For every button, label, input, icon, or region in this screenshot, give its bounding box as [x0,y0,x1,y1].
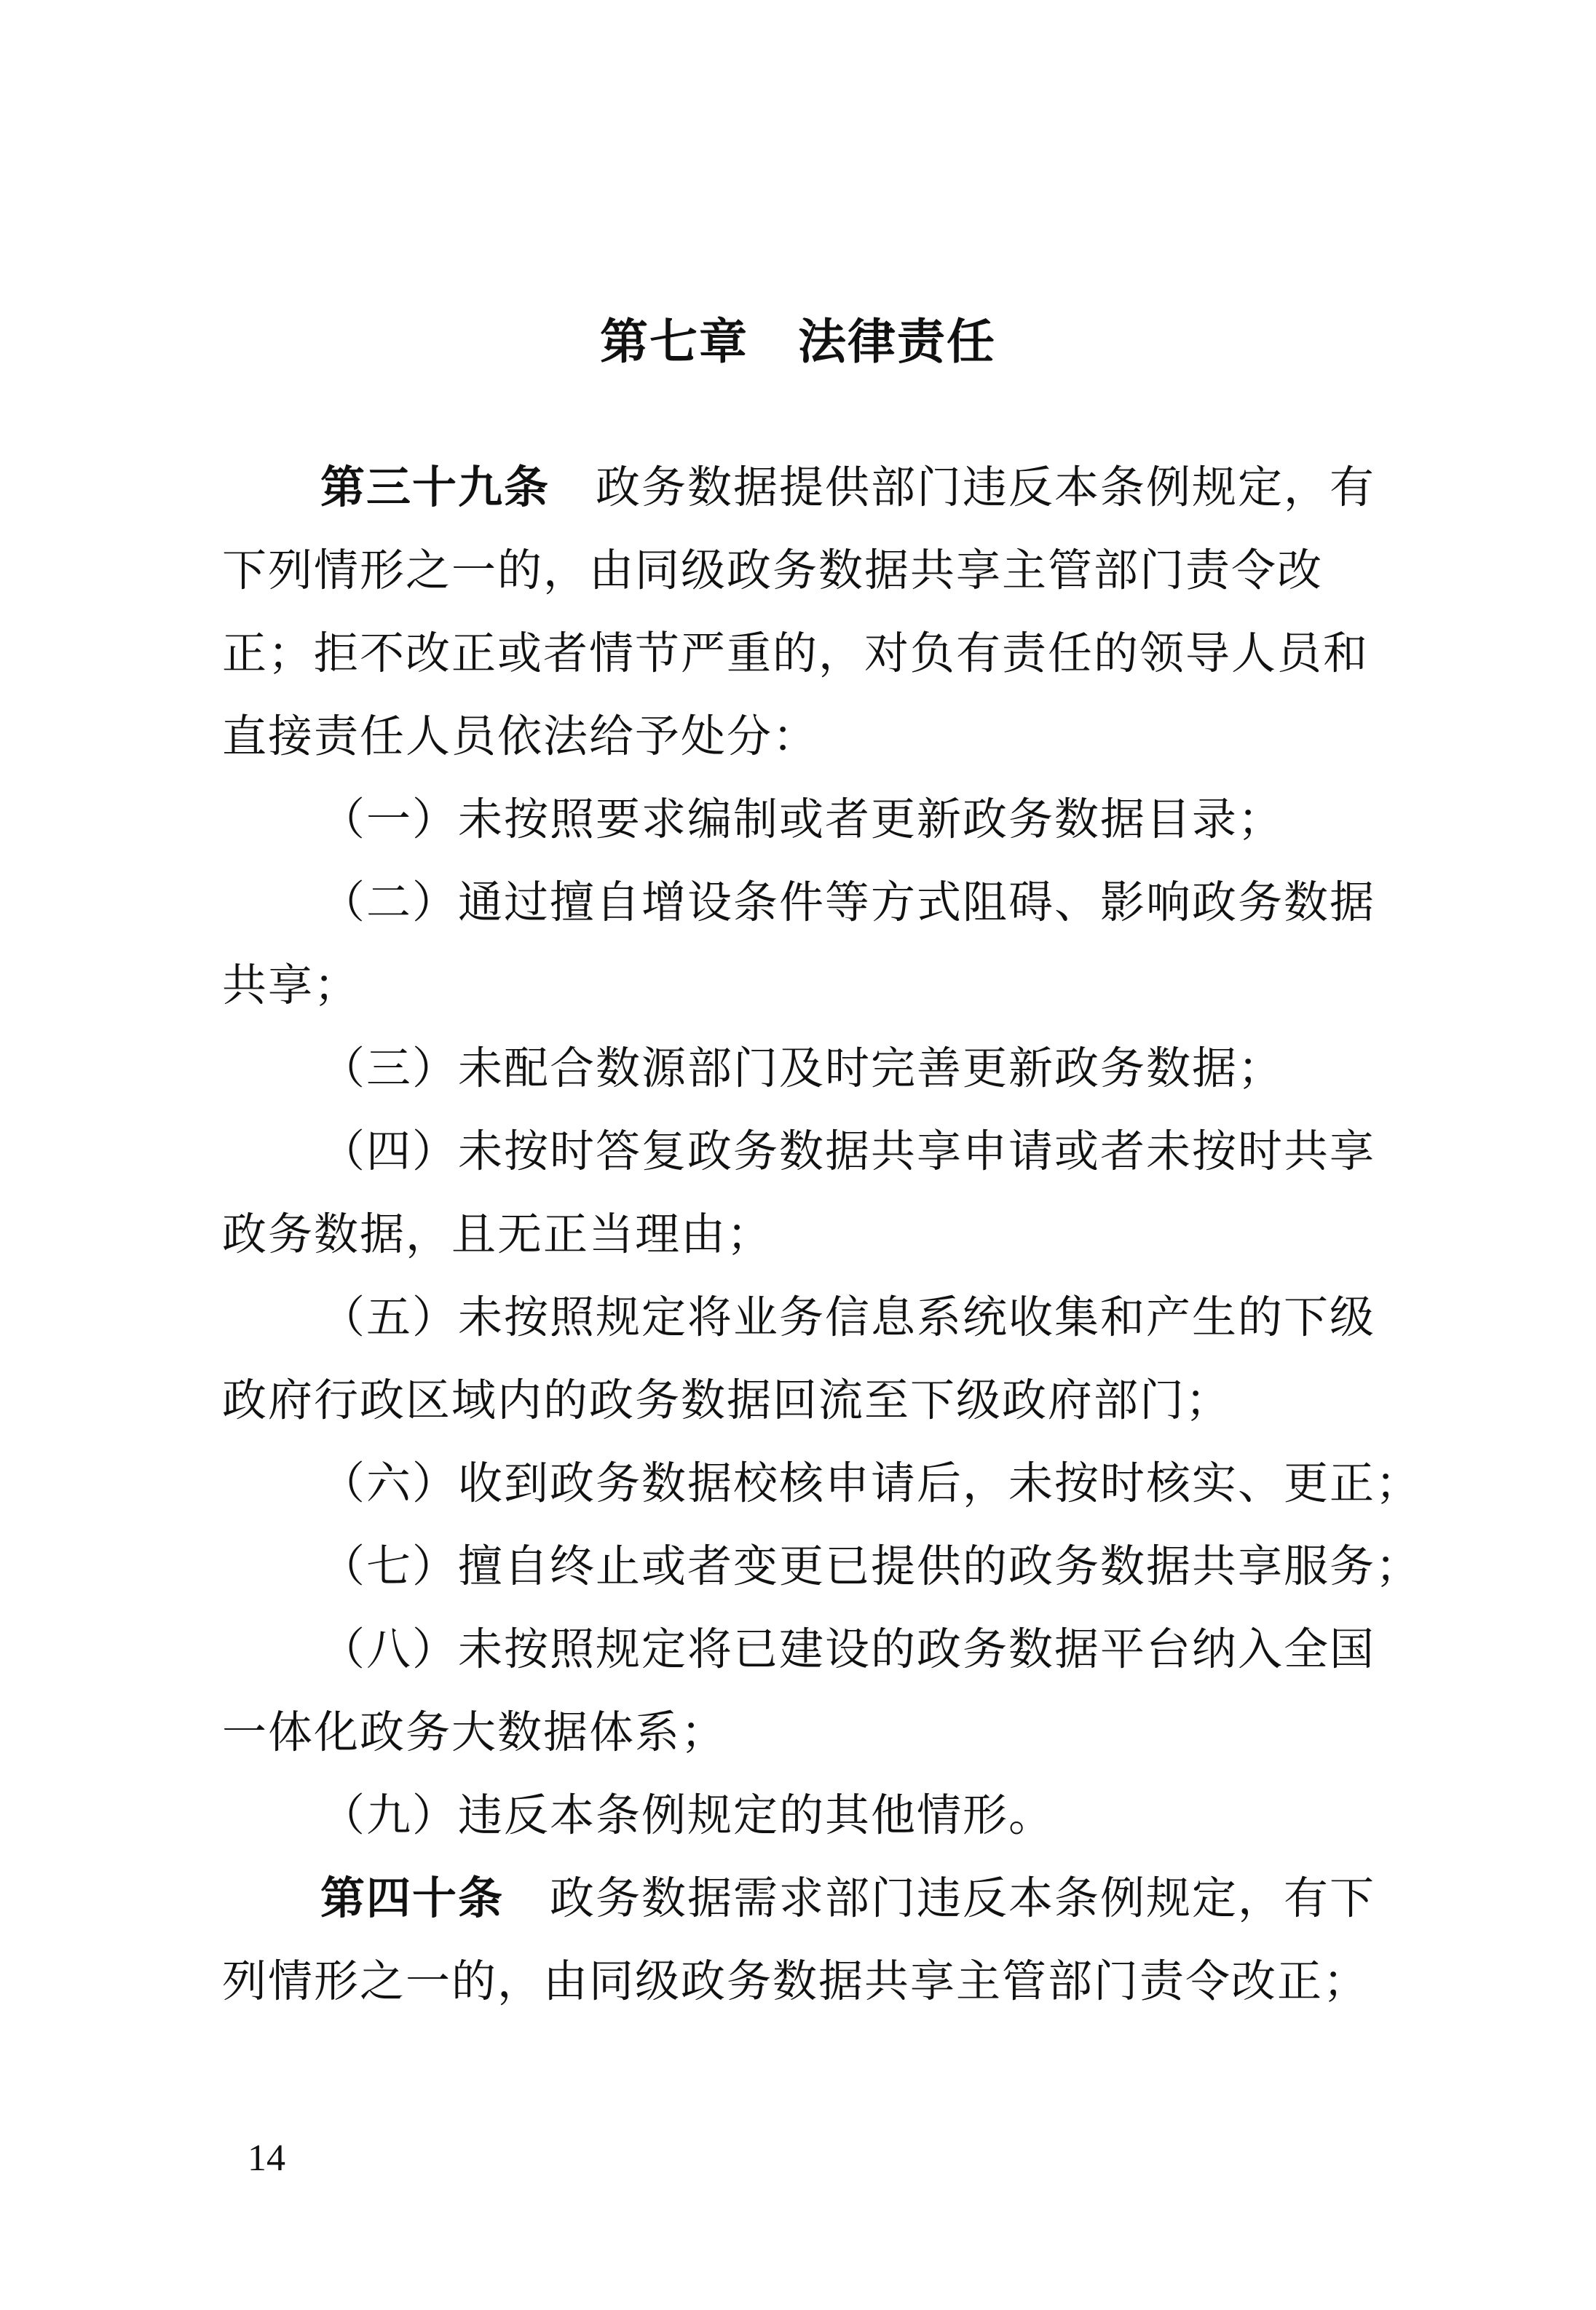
article-40-line-2: 列情形之一的，由同级政务数据共享主管部门责令改正； [222,1955,1370,2007]
article-39-line-4: 直接责任人员依法给予处分： [222,711,819,762]
article-40-line-1 [320,1870,1391,1928]
item-9-line-1: （九）违反本条例规定的其他情形。 [320,1789,1055,1841]
item-8-line-2: 一体化政务大数据体系； [222,1706,727,1758]
chapter-title: 第七章 法律责任 [600,314,996,370]
item-5-line-1: （五）未按照规定将业务信息系统收集和产生的下级 [320,1292,1376,1343]
page-number: 14 [248,2137,285,2179]
item-4-line-2: 政务数据，且无正当理由； [222,1209,773,1260]
item-2-line-2: 共享； [222,960,360,1011]
article-39-text-1: 政务数据提供部门违反本条例规定，有 [596,462,1376,513]
item-6-line-1: （六）收到政务数据校核申请后，未按时核实、更正； [320,1457,1422,1509]
article-39-line-1 [320,459,1391,517]
item-7-line-1: （七）擅自终止或者变更已提供的政务数据共享服务； [320,1540,1422,1592]
item-1-line-1: （一）未按照要求编制或者更新政务数据目录； [320,794,1284,845]
item-8-line-1: （八）未按照规定将已建设的政务数据平台纳入全国 [320,1623,1376,1675]
item-4-line-1: （四）未按时答复政务数据共享申请或者未按时共享 [320,1126,1376,1177]
article-39-label: 第三十九条 [320,462,550,513]
item-3-line-1: （三）未配合数源部门及时完善更新政务数据； [320,1043,1284,1094]
article-40-text-1: 政务数据需求部门违反本条例规定，有下 [550,1872,1376,1924]
article-39-line-2: 下列情形之一的，由同级政务数据共享主管部门责令改 [222,545,1324,596]
item-2-line-1: （二）通过擅自增设条件等方式阻碍、影响政务数据 [320,877,1376,928]
item-5-line-2: 政府行政区域内的政务数据回流至下级政府部门； [222,1374,1232,1426]
article-40-label: 第四十条 [320,1872,505,1924]
article-39-line-3: 正；拒不改正或者情节严重的，对负有责任的领导人员和 [222,628,1370,679]
